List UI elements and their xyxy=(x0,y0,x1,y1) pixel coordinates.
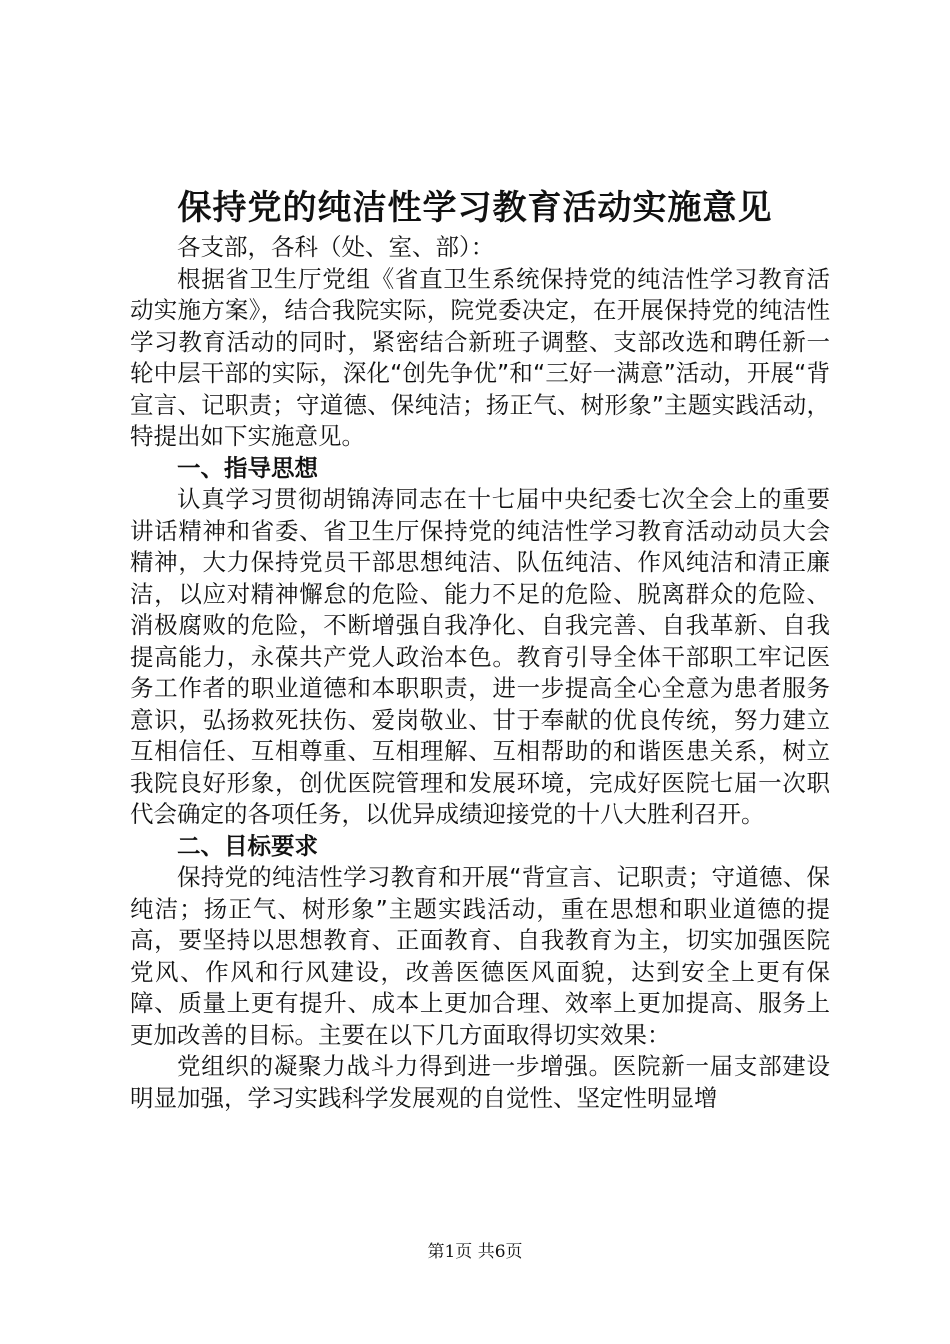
intro-paragraph: 根据省卫生厅党组《省直卫生系统保持党的纯洁性学习教育活动实施方案》，结合我院实际，院党委决定，在开展保持党的纯洁性学习教育活动的同时，紧密结合新班子调整、支部改选和聘任新一轮中层干部的实际，深化“创先争优”和“三好一满意”活动，开展“背宣言、记职责；守道德、保纯洁；扬正气、树形象”主题实践活动，特提出如下实施意见。 xyxy=(130,264,830,450)
section-heading-goals: 二、目标要求 xyxy=(177,831,318,860)
guiding-ideology-paragraph: 认真学习贯彻胡锦涛同志在十七届中央纪委七次全会上的重要讲话精神和省委、省卫生厅保持党的纯洁性学习教育活动动员大会精神，大力保持党员干部思想纯洁、队伍纯洁、作风纯洁和清正廉洁，以应对精神懈怠的危险、能力不足的危险、脱离群众的危险、消极腐败的危险，不断增强自我净化、自我完善、自我革新、自我提高能力，永葆共产党人政治本色。教育引导全体干部职工牢记医务工作者的职业道德和本职职责，进一步提高全心全意为患者服务意识，弘扬救死扶伤、爱岗敬业、甘于奉献的优良传统，努力建立互相信任、互相尊重、互相理解、互相帮助的和谐医患关系，树立我院良好形象，创优医院管理和发展环境，完成好医院七届一次职代会确定的各项任务，以优异成绩迎接党的十八大胜利召开。 xyxy=(130,485,830,828)
goals-paragraph-continued: 党组织的凝聚力战斗力得到进一步增强。医院新一届支部建设明显加强，学习实践科学发展观的自觉性、坚定性明显增 xyxy=(130,1052,830,1112)
document-body xyxy=(130,232,830,1114)
salutation: 各支部，各科（处、室、部）： xyxy=(177,233,495,261)
section-heading-guiding-ideology: 一、指导思想 xyxy=(177,453,318,482)
page-footer: 第1页 共6页 xyxy=(427,1242,523,1262)
goals-paragraph: 保持党的纯洁性学习教育和开展“背宣言、记职责；守道德、保纯洁；扬正气、树形象”主题实践活动，重在思想和职业道德的提高，要坚持以思想教育、正面教育、自我教育为主，切实加强医院党风、作风和行风建设，改善医德医风面貌，达到安全上更有保障、质量上更有提升、成本上更加合理、效率上更加提高、服务上更加改善的目标。主要在以下几方面取得切实效果： xyxy=(130,863,830,1049)
document-title: 保持党的纯洁性学习教育活动实施意见 xyxy=(177,188,773,228)
